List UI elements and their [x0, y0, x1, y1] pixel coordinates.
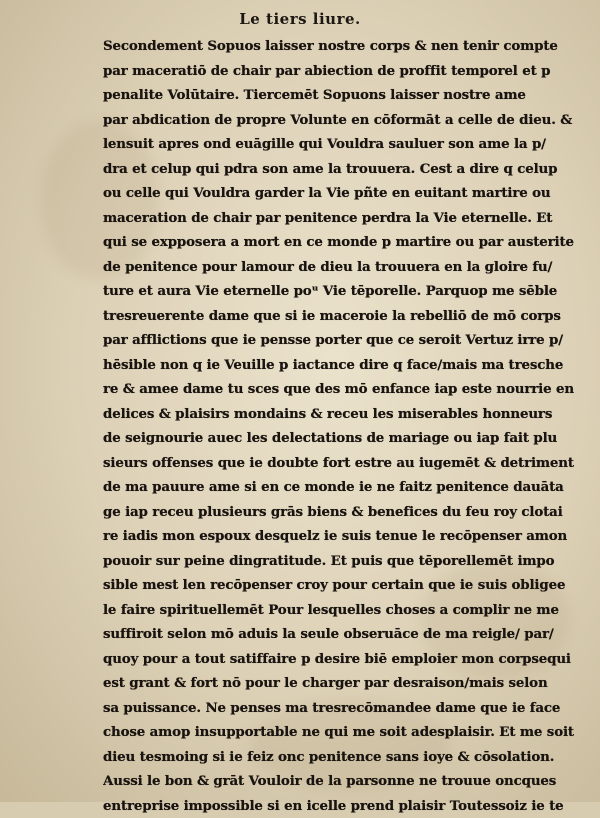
text-line: re iadis mon espoux desquelz ie suis tenue le recōpenser amon — [103, 524, 587, 549]
text-line: delices & plaisirs mondains & receu les miserables honneurs — [103, 402, 587, 427]
text-line: sible mest len recōpenser croy pour certain que ie suis obligee — [103, 573, 587, 598]
text-line: qui se expposera a mort en ce monde p martire ou par austerite — [103, 230, 587, 255]
text-line: penalite Volūtaire. Tiercemēt Sopuons laisser nostre ame — [103, 83, 587, 108]
text-line: Secondement Sopuos laisser nostre corps & nen tenir compte — [103, 34, 587, 59]
text-line: est grant & fort nō pour le charger par desraison/mais selon — [103, 671, 587, 696]
text-line: re & amee dame tu sces que des mō enfance iap este nourrie en — [103, 377, 587, 402]
running-head: Le tiers liure. — [0, 10, 600, 28]
text-line: chose amop insupportable ne qui me soit adesplaisir. Et me soit — [103, 720, 587, 745]
text-line: par abdication de propre Volunte en cōformāt a celle de dieu. & — [103, 108, 587, 133]
text-line: suffiroit selon mō aduis la seule obseruāce de ma reigle/ par/ — [103, 622, 587, 647]
text-line: dra et celup qui pdra son ame la trouuera. Cest a dire q celup — [103, 157, 587, 182]
text-block — [103, 34, 587, 818]
text-line: tresreuerente dame que si ie maceroie la rebelliō de mō corps — [103, 304, 587, 329]
text-line: pouoir sur peine dingratitude. Et puis que tēporellemēt impo — [103, 549, 587, 574]
text-line: Aussi le bon & grāt Vouloir de la parsonne ne trouue oncques — [103, 769, 587, 794]
text-line: entreprise impossible si en icelle prend plaisir Toutessoiz ie te — [103, 794, 587, 818]
text-line: ge iap receu plusieurs grās biens & benefices du feu roy clotai — [103, 500, 587, 525]
text-line: de ma pauure ame si en ce monde ie ne faitz penitence dauāta — [103, 475, 587, 500]
text-line: sieurs offenses que ie doubte fort estre au iugemēt & detriment — [103, 451, 587, 476]
text-line: ture et aura Vie eternelle poᵘ Vie tēporelle. Parquop me sēble — [103, 279, 587, 304]
text-line: sa puissance. Ne penses ma tresrecōmandee dame que ie face — [103, 696, 587, 721]
text-line: de seignourie auec les delectations de mariage ou iap fait plu — [103, 426, 587, 451]
text-line: dieu tesmoing si ie feiz onc penitence sans ioye & cōsolation. — [103, 745, 587, 770]
text-line: lensuit apres ond euāgille qui Vouldra sauluer son ame la p/ — [103, 132, 587, 157]
text-line: hēsible non q ie Veuille p iactance dire q face/mais ma tresche — [103, 353, 587, 378]
text-line: quoy pour a tout satiffaire p desire biē emploier mon corpsequi — [103, 647, 587, 672]
text-line: par afflictions que ie pensse porter que ce seroit Vertuz irre p/ — [103, 328, 587, 353]
text-line: ou celle qui Vouldra garder la Vie pñte en euitant martire ou — [103, 181, 587, 206]
text-line: par maceratiō de chair par abiection de proffit temporel et p — [103, 59, 587, 84]
text-line: le faire spirituellemēt Pour lesquelles choses a complir ne me — [103, 598, 587, 623]
text-line: de penitence pour lamour de dieu la trouuera en la gloire fu/ — [103, 255, 587, 280]
text-line: maceration de chair par penitence perdra la Vie eternelle. Et — [103, 206, 587, 231]
